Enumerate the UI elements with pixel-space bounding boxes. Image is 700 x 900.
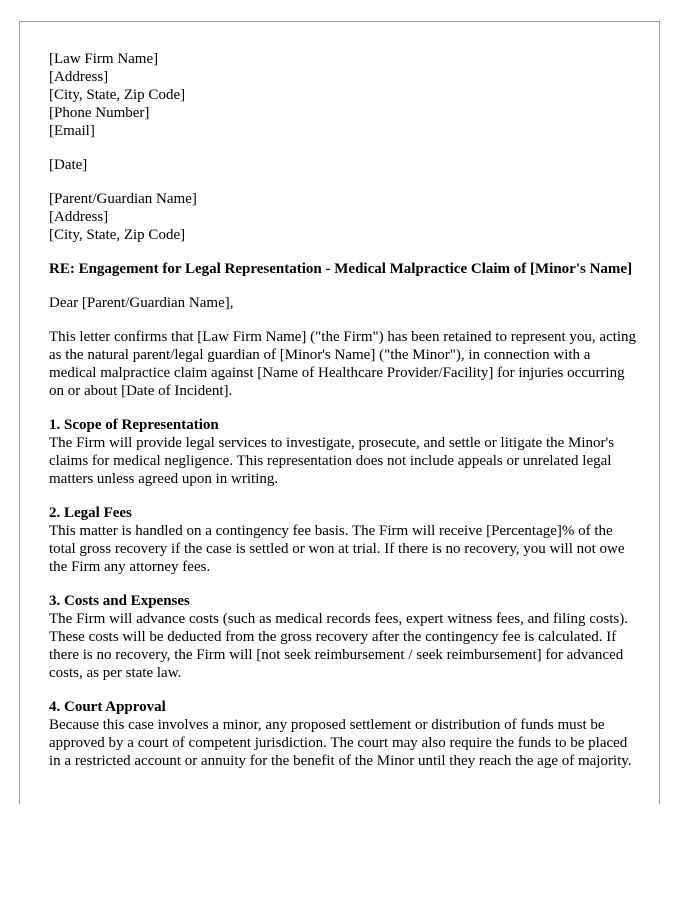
section-costs [49, 592, 639, 682]
section-title: 2. Legal Fees [49, 505, 132, 521]
sender-phone: [Phone Number] [49, 105, 150, 121]
section-title: 3. Costs and Expenses [49, 593, 190, 609]
section-scope [49, 416, 639, 488]
sender-firm-name: [Law Firm Name] [49, 51, 159, 67]
letter-body [49, 50, 639, 786]
recipient-name: [Parent/Guardian Name] [49, 191, 197, 207]
salutation: Dear [Parent/Guardian Name], [49, 295, 234, 311]
section-court-approval [49, 698, 639, 770]
sender-city-state-zip: [City, State, Zip Code] [49, 87, 186, 103]
section-body: This matter is handled on a contingency fee basis. The Firm will receive [Percentage]% of the total gross recovery if the case is settled or won at trial. If there is no recovery, you will not owe the Firm any attorney fees. [49, 523, 625, 575]
section-title: 1. Scope of Representation [49, 417, 219, 433]
subject-line: RE: Engagement for Legal Representation - Medical Malpractice Claim of [Minor's Name] [49, 261, 633, 277]
sender-email: [Email] [49, 123, 95, 139]
date-block [49, 156, 639, 174]
section-body: The Firm will advance costs (such as medical records fees, expert witness fees, and filing costs). These costs will be deducted from the gross recovery after the contingency fee is calculated. If there is no recovery, the Firm will [not seek reimbursement / seek reimbursement] for advanced costs, as per state law. [49, 611, 628, 681]
section-title: 4. Court Approval [49, 699, 166, 715]
recipient-address: [Address] [49, 209, 109, 225]
recipient-block [49, 190, 639, 244]
intro-paragraph: This letter confirms that [Law Firm Name] ("the Firm") has been retained to represent you, acting as the natural parent/legal guardian of [Minor's Name] ("the Minor"), in connection with a medical malpractice claim against [Name of Healthcare Provider/Facility] for injuries occurring on or about [Date of Incident]. [49, 329, 637, 399]
recipient-city-state-zip: [City, State, Zip Code] [49, 227, 186, 243]
section-legal-fees [49, 504, 639, 576]
letter-page [19, 21, 660, 804]
sender-address: [Address] [49, 69, 109, 85]
sender-block [49, 50, 639, 140]
section-body: The Firm will provide legal services to investigate, prosecute, and settle or litigate the Minor's claims for medical negligence. This representation does not include appeals or unrelated legal matters unless agreed upon in writing. [49, 435, 615, 487]
letter-date: [Date] [49, 157, 88, 173]
section-body: Because this case involves a minor, any proposed settlement or distribution of funds must be approved by a court of competent jurisdiction. The court may also require the funds to be placed in a restricted account or annuity for the benefit of the Minor until they reach the age of majority. [49, 717, 632, 769]
